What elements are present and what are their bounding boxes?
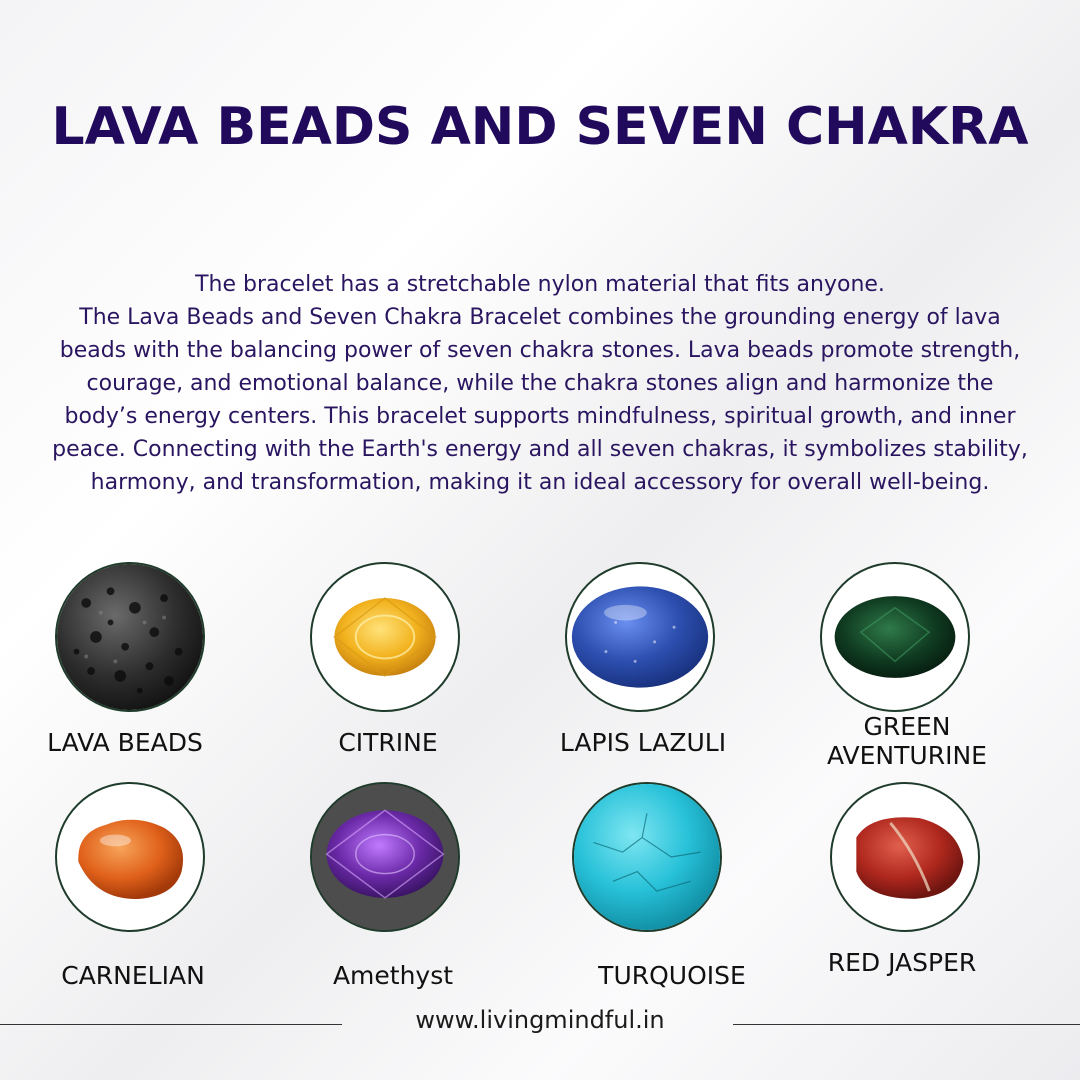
- description: [50, 268, 1030, 499]
- green-aventurine-icon: [820, 562, 970, 712]
- stone-label: LAPIS LAZULI: [559, 728, 727, 757]
- stone-label: CARNELIAN: [61, 961, 205, 990]
- stone-label: RED JASPER: [827, 948, 977, 977]
- description-intro: The bracelet has a stretchable nylon material that fits anyone.: [195, 272, 885, 297]
- stone-label: GREEN AVENTURINE: [827, 712, 987, 770]
- footer-divider-left: [0, 1024, 342, 1025]
- citrine-gem-icon: [310, 562, 460, 712]
- red-jasper-icon: [830, 782, 980, 932]
- footer-divider-right: [733, 1024, 1080, 1025]
- website-link[interactable]: www.livingmindful.in: [415, 1006, 665, 1034]
- stone-label: CITRINE: [338, 728, 438, 757]
- stone-label: LAVA BEADS: [47, 728, 203, 757]
- amethyst-gem-icon: [310, 782, 460, 932]
- lava-bead-icon: [55, 562, 205, 712]
- stone-label: Amethyst: [332, 961, 454, 990]
- turquoise-icon: [572, 782, 722, 932]
- stone-label: TURQUOISE: [598, 961, 746, 990]
- description-body: The Lava Beads and Seven Chakra Bracelet combines the grounding energy of lava beads with the balancing power of seven chakra stones. Lava beads promote strength, courage, and emotional balance, while the chakra stones align and harmonize the body’s energy centers. This bracelet supports mindfulness, spiritual growth, and inner peace. Connecting with the Earth's energy and all seven chakras, it symbolizes stability, harmony, and transformation, making it an ideal accessory for overall well-being.: [52, 305, 1028, 495]
- page-title: LAVA BEADS AND SEVEN CHAKRA: [51, 97, 1029, 157]
- carnelian-icon: [55, 782, 205, 932]
- lapis-lazuli-icon: [565, 562, 715, 712]
